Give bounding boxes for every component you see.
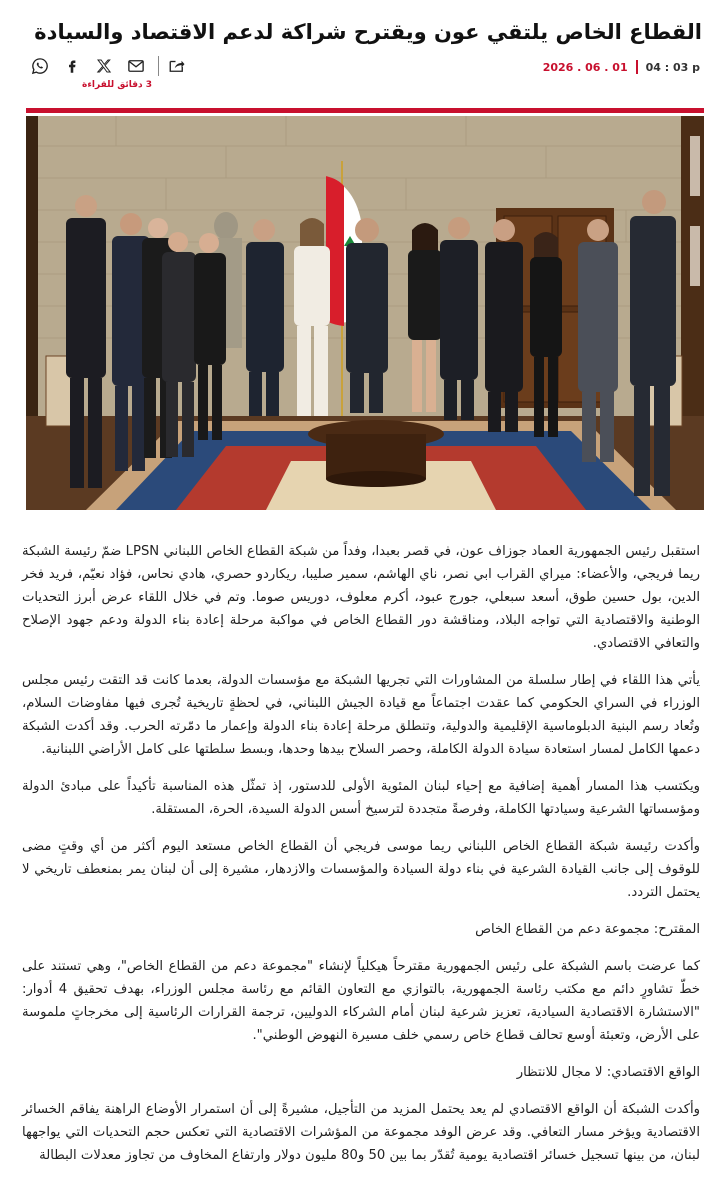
facebook-icon[interactable] [62,56,82,76]
article-paragraph: وأكدت رئيسة شبكة القطاع الخاص اللبناني ريما موسى فريجي أن القطاع الخاص مستعد اليوم أكثر من أي وقتٍ مضى للوقوف إلى جانب القيادة الشرعية في بناء دولة السيادة والمؤسسات والازدهار، مشيرة إلى أن لبنان يمر بمنعطف تاريخي لا يحتمل التردد. [22,839,700,900]
article-photo[interactable] [26,116,704,510]
article-subheading: المقترح: مجموعة دعم من القطاع الخاص [475,922,700,937]
share-bar [30,54,199,78]
share-divider [158,56,159,76]
article-paragraph: استقبل رئيس الجمهورية العماد جوزاف عون، في قصر بعبدا، وفداً من شبكة القطاع الخاص اللبناني LPSN ضمّ رئيسة الشبكة ريما فريجي، والأعضاء: ميراي القراب ابي نصر، ناي الهاشم، سمير صليبا، ريكاردو حصري، هادي نحاس، فؤاد نعيّم، فريد فخر الدين، بول حسين طوق، أسعد سبعلي، جورج عبود، أكرم معلوف، دوريس صوما. وتم في خلال اللقاء عرض أبرز التحديات الوطنية والاقتصادية التي تواجه البلاد، ومناقشة دور القطاع الخاص في مواكبة مرحلة إعادة بناء الدولة ودعم جهود الإصلاح والتعافي الاقتصادي. [22,544,700,651]
article-subheading: الواقع الاقتصادي: لا مجال للانتظار [516,1065,700,1080]
x-icon[interactable] [94,56,114,76]
article-body [22,540,700,1181]
article-title: القطاع الخاص يلتقي عون ويقترح شراكة لدعم الاقتصاد والسيادة [34,20,702,44]
read-time-label: 3 دقائق للقراءة [82,80,153,90]
date-separator [636,60,638,74]
publish-date: 2026 . 06 . 01 [542,60,628,74]
article-meta [24,54,704,96]
mail-icon[interactable] [126,56,146,76]
article-paragraph: كما عرضت باسم الشبكة على رئيس الجمهورية مقترحاً هيكلياً لإنشاء "مجموعة دعم من القطاع الخاص"، وهي تستند على خطّ تشاورٍ دائم مع مكتب رئاسة الجمهورية، بالتوازي مع التعاون القائم مع رئاسة مجلس الوزراء، بهدف تحقيق 4 أدوار: "الاستشارة الاقتصادية السيادية، تعزيز شرعية لبنان أمام الشركاء الدوليين، ترجمة القرارات الرئاسية إلى مخرجاتٍ ملموسة على الأرض، وتعبئة أوسع تحالف قطاع خاص رسمي خلف مسيرة النهوض الوطني". [22,959,701,1043]
article-paragraph: ويكتسب هذا المسار أهمية إضافية مع إحياء لبنان المئوية الأولى للدستور، إذ تمثّل هذه المناسبة تأكيداً على مبادئ الدولة ومؤسساتها الشرعية وسيادتها الكاملة، وفرصةً متجددة لترسيخ أسس الدولة السيدة، الحرة، المستقلة. [22,779,700,817]
article-paragraph: يأتي هذا اللقاء في إطار سلسلة من المشاورات التي تجريها الشبكة مع مؤسسات الدولة، بعدما كانت قد التقت رئيس مجلس الوزراء في السراي الحكومي كما عقدت اجتماعاً مع قيادة الجيش اللبناني، في لحظةٍ تاريخية تُجرى فيها مفاوضات السلام، وتُعاد رسم البنية الدبلوماسية الإقليمية والدولية، وتنطلق مرحلة إعادة بناء الدولة وإعمار ما دمّرته الحرب. وقد أكدت الشبكة دعمها الكامل لمسار استعادة سيادة الدولة الكاملة، وحصر السلاح بيدها وحدها، وبسط سلطتها على كامل الأراضي اللبنانية. [22,673,700,757]
group-photo-illustration [26,116,704,510]
publish-time: 04 : 03 p [645,60,700,74]
article-paragraph: وأكدت الشبكة أن الواقع الاقتصادي لم يعد يحتمل المزيد من التأجيل، مشيرةً إلى أن استمرار الأوضاع الراهنة يفاقم الخسائر الاقتصادية ويؤخر مسار التعافي. وقد عرض الوفد مجموعة من المؤشرات الاقتصادية التي تعكس حجم التحديات التي يواجهها لبنان، من بينها تسجيل خسائر اقتصادية يومية تُقدّر بما بين 50 و80 مليون دولار وارتفاع المخاوف من تجاوز معدلات البطالة [22,1102,700,1163]
publish-datetime [543,60,700,74]
whatsapp-icon[interactable] [30,56,50,76]
red-divider [26,108,704,113]
share-icon[interactable] [167,56,187,76]
